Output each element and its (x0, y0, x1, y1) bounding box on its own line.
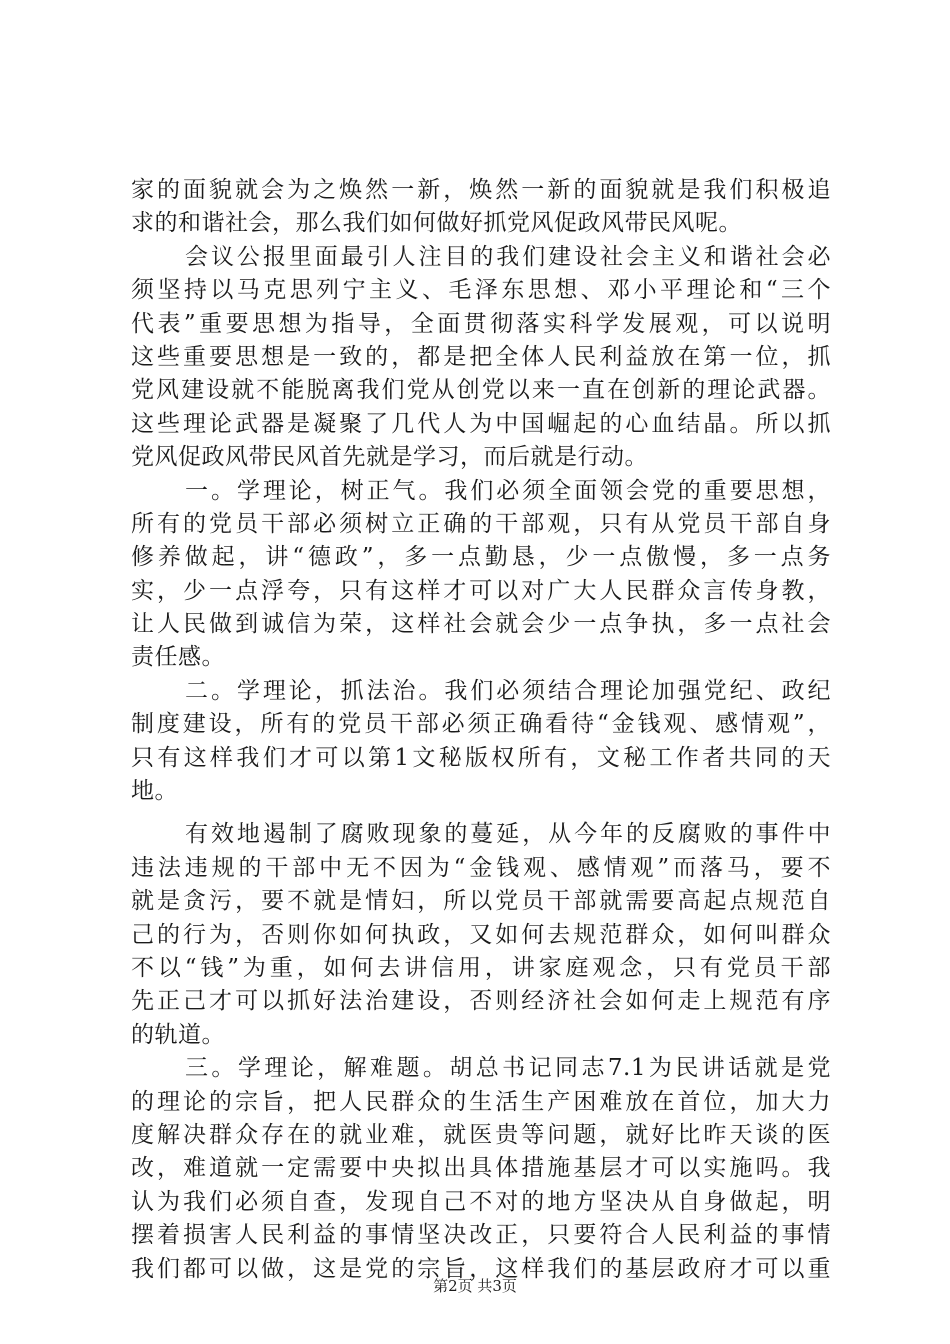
text-line: 须坚持以马克思列宁主义、毛泽东思想、邓小平理论和“三个 (131, 277, 831, 304)
text-line: 家的面貌就会为之焕然一新，焕然一新的面貌就是我们积极追 (131, 177, 831, 203)
text-line: 让人民做到诚信为荣，这样社会就会少一点争执，多一点社会 (131, 611, 831, 638)
text-line: 先正己才可以抓好法治建设，否则经济社会如何走上规范有序 (131, 988, 831, 1015)
text-line: 认为我们必须自查，发现自己不对的地方坚决从自身做起，明 (131, 1188, 831, 1215)
text-line: 我们都可以做，这是党的宗旨，这样我们的基层政府才可以重 (131, 1255, 831, 1282)
document-body (131, 174, 831, 1286)
text-line: 的轨道。 (131, 1021, 225, 1048)
text-line: 的理论的宗旨，把人民群众的生活生产困难放在首位，加大力 (131, 1088, 831, 1115)
paragraph-point-three (131, 1052, 831, 1286)
text-line: 求的和谐社会，那么我们如何做好抓党风促政风带民风呢。 (131, 210, 742, 237)
text-line: 党风促政风带民风首先就是学习，而后就是行动。 (131, 444, 648, 471)
text-line: 二。学理论，抓法治。我们必须结合理论加强党纪、政纪 (185, 677, 831, 704)
paragraph-meeting-report (131, 241, 831, 475)
text-line: 代表”重要思想为指导，全面贯彻落实科学发展观，可以说明 (131, 310, 831, 337)
paragraph-point-two (131, 675, 831, 809)
text-line: 修养做起，讲“德政”，多一点勤恳，少一点傲慢，多一点务 (131, 544, 831, 571)
text-line: 所有的党员干部必须树立正确的干部观，只有从党员干部自身 (131, 510, 831, 537)
text-line: 制度建设，所有的党员干部必须正确看待“金钱观、感情观”， (131, 711, 831, 738)
text-line: 有效地遏制了腐败现象的蔓延，从今年的反腐败的事件中 (185, 821, 831, 848)
text-line: 只有这样我们才可以第1文秘版权所有，文秘工作者共同的天 (131, 744, 831, 771)
paragraph-corruption (131, 818, 831, 1052)
text-line: 会议公报里面最引人注目的我们建设社会主义和谐社会必 (185, 243, 831, 270)
text-line: 改，难道就一定需要中央拟出具体措施基层才可以实施吗。我 (131, 1155, 831, 1182)
text-line: 党风建设就不能脱离我们党从创党以来一直在创新的理论武器。 (131, 377, 831, 404)
text-line: 这些理论武器是凝聚了几代人为中国崛起的心血结晶。所以抓 (131, 410, 831, 437)
page-number-footer: 第2页 共3页 (433, 1277, 517, 1295)
paragraph-continuation (131, 174, 831, 241)
text-line: 就是贪污，要不就是情妇，所以党员干部就需要高起点规范自 (131, 888, 831, 915)
text-line: 地。 (131, 778, 178, 805)
paragraph-point-one (131, 475, 831, 675)
text-line: 摆着损害人民利益的事情坚决改正，只要符合人民利益的事情 (131, 1222, 831, 1249)
paragraph-gap (131, 808, 831, 818)
text-line: 责任感。 (131, 644, 225, 671)
text-line: 一。学理论，树正气。我们必须全面领会党的重要思想， (185, 477, 831, 504)
text-line: 不以“钱”为重，如何去讲信用，讲家庭观念，只有党员干部 (131, 954, 831, 981)
text-line: 己的行为，否则你如何执政，又如何去规范群众，如何叫群众 (131, 921, 831, 948)
text-line: 实，少一点浮夸，只有这样才可以对广大人民群众言传身教， (131, 577, 831, 604)
text-line: 度解决群众存在的就业难，就医贵等问题，就好比昨天谈的医 (131, 1121, 831, 1148)
text-line: 这些重要思想是一致的，都是把全体人民利益放在第一位，抓 (131, 343, 831, 370)
text-line: 违法违规的干部中无不因为“金钱观、感情观”而落马，要不 (131, 854, 831, 881)
text-line: 三。学理论，解难题。胡总书记同志7.1为民讲话就是党 (185, 1055, 831, 1082)
